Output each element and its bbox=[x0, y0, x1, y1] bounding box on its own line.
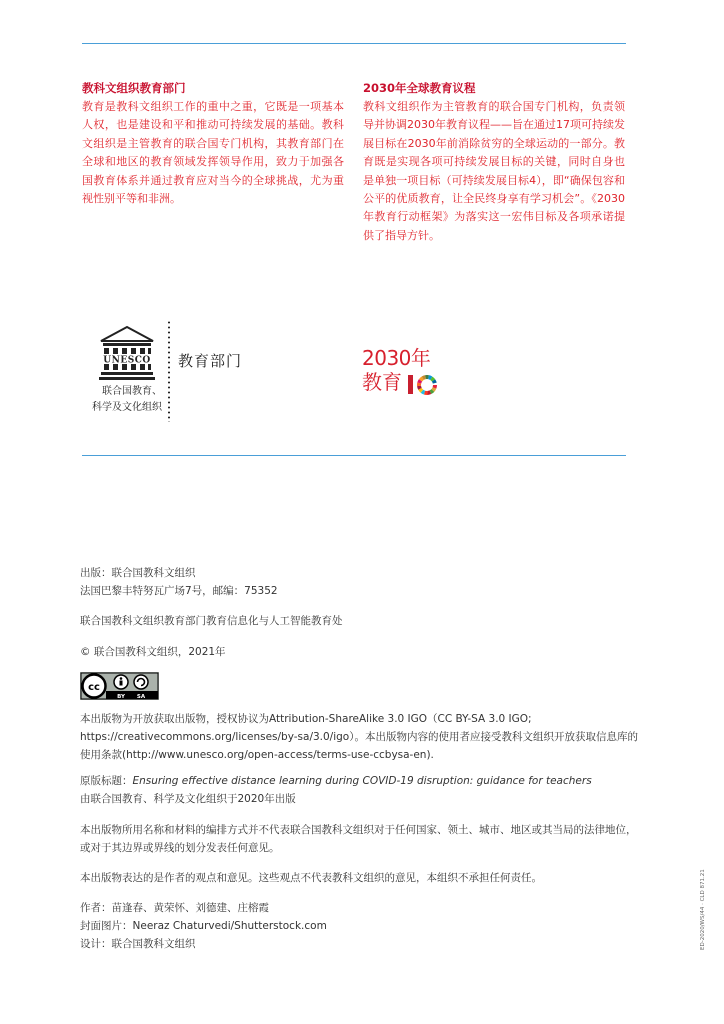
left-column-title: 教科文组织教育部门 bbox=[82, 81, 186, 95]
published-by: 出版：联合国教科文组织 bbox=[80, 567, 196, 579]
unesco-logo bbox=[82, 320, 262, 430]
unesco-org-name: 联合国教育、 科学及文化组织 bbox=[92, 386, 162, 413]
original-title-label: 原版标题： bbox=[80, 775, 133, 787]
copyright-line: © 联合国教科文组织，2021年 bbox=[80, 646, 226, 658]
division-line: 联合国教科文组织教育部门教育信息化与人工智能教育处 bbox=[80, 615, 343, 627]
education-2030-logo bbox=[362, 346, 452, 402]
original-publisher: 由联合国教育、科学及文化组织于2020年出版 bbox=[80, 793, 296, 805]
top-divider bbox=[82, 43, 626, 44]
unesco-education-sector-column bbox=[82, 80, 344, 208]
unesco-sector-name: 教育部门 bbox=[178, 352, 243, 370]
credits-block bbox=[80, 899, 640, 953]
cc-by-label: BY bbox=[117, 694, 125, 700]
svg-text:cc: cc bbox=[88, 682, 100, 693]
education2030-word: 教育 bbox=[362, 370, 402, 394]
unesco-temple-icon bbox=[99, 325, 155, 383]
cover-image-credit: 封面图片：Neeraz Chaturvedi/Shutterstock.com bbox=[80, 920, 327, 932]
left-column-body: 教育是教科文组织工作的重中之重，它既是一项基本人权，也是建设和平和推动可持续发展的基础。教科文组织是主管教育的联合国专门机构，其教育部门在全球和地区的教育领域发挥领导作用，致力于加强各国教育体系并通过教育应对当今的全球挑战，尤为重视性别平等和非洲。 bbox=[82, 100, 344, 206]
sdg-ring-icon bbox=[416, 374, 438, 396]
authors-line: 作者：苗逢春、黄荣怀、刘德建、庄榕霞 bbox=[80, 902, 269, 914]
education2030-year: 2030年 bbox=[362, 346, 431, 370]
document-code: ED-2020/WS/44 · CLD 871.21 bbox=[700, 869, 706, 950]
education-2030-column bbox=[363, 80, 625, 245]
publisher-address: 法国巴黎丰特努瓦广场7号，邮编：75352 bbox=[80, 585, 278, 597]
unesco-wordmark: UNESCO bbox=[103, 355, 151, 366]
cc-by-sa-badge bbox=[80, 672, 159, 700]
original-title: Ensuring effective distance learning during COVID-19 disruption: guidance for teachers bbox=[132, 775, 592, 787]
publisher-block bbox=[80, 564, 640, 600]
bottom-divider bbox=[82, 455, 626, 456]
right-column-body: 教科文组织作为主管教育的联合国专门机构，负责领导并协调2030年教育议程——旨在通过17项可持续发展目标在2030年前消除贫穷的全球运动的一部分。教育既是实现各项可持续发展目标的关键，同时自身也是单独一项目标（可持续发展目标4），即“确保包容和公平的优质教育，让全民终身享有学习机会”。《2030年教育行动框架》为落实这一宏伟目标及各项承诺提供了指导方针。 bbox=[363, 100, 625, 242]
right-column-title: 2030年全球教育议程 bbox=[363, 81, 476, 95]
design-credit: 设计：联合国教科文组织 bbox=[80, 938, 196, 950]
dotted-separator bbox=[168, 320, 170, 422]
license-text: 本出版物为开放获取出版物，授权协议为Attribution-ShareAlike 3.0 IGO（CC BY-SA 3.0 IGO; https://creativecommons.org/licenses/by-sa/3.0/igo）。本出版物内容的使用者应接受教科文组织开放获取信息库的使用条款(http://www.unesco.org/open-access/terms-use-ccbysa-en). bbox=[80, 713, 638, 761]
cc-sa-label: SA bbox=[136, 694, 146, 700]
disclaimer-views: 本出版物表达的是作者的观点和意见。这些观点不代表教科文组织的意见，本组织不承担任何责任。 bbox=[80, 872, 542, 884]
original-title-block bbox=[80, 772, 640, 808]
disclaimer-designations: 本出版物所用名称和材料的编排方式并不代表联合国教科文组织对于任何国家、领土、城市、地区或其当局的法律地位，或对于其边界或界线的划分发表任何意见。 bbox=[80, 824, 637, 854]
education2030-bar bbox=[408, 375, 413, 394]
